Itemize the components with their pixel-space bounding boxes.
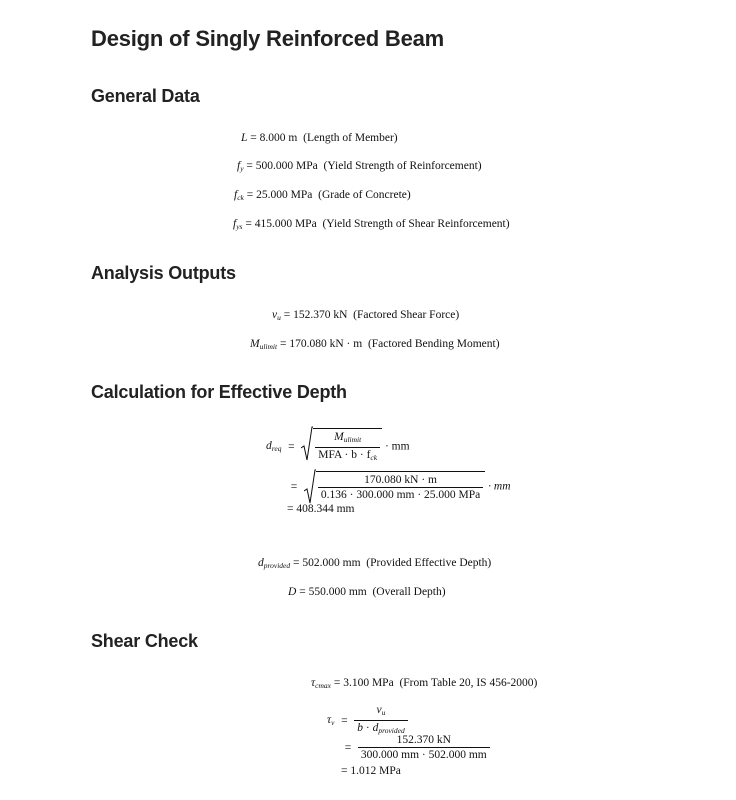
sqrt-symbolic <box>301 428 382 465</box>
fck-desc: (Grade of Concrete) <box>318 189 411 201</box>
eq-mu: $M_{ulimit} = 170.080$ kN · m (Factored Bending Moment) <box>250 338 500 351</box>
eq-fy: $f_y = 500.000$ MPa (Yield Strength of Reinforcement) <box>237 160 482 173</box>
mu-desc: (Factored Bending Moment) <box>367 338 500 350</box>
eq-overall-depth: D = 550.000 mm (Overall Depth) <box>288 586 446 598</box>
D-value: 550.000 mm <box>308 586 367 598</box>
dreq-result: = 408.344 mm <box>287 503 355 515</box>
sym-m-sub: ulimit <box>343 435 362 444</box>
length-value: 8.000 m <box>259 132 298 144</box>
page-title: Design of Singly Reinforced Beam <box>91 26 445 51</box>
vu-desc: (Factored Shear Force) <box>353 309 460 321</box>
sym-den: MFA · b · f <box>318 449 371 461</box>
D-desc: (Overall Depth) <box>372 586 446 598</box>
length-desc: (Length of Member) <box>303 132 398 144</box>
eq-length: L = 8.000 m (Length of Member) <box>241 132 398 144</box>
dprov-value: 502.000 mm <box>302 557 361 569</box>
section-shear-check: Shear Check <box>91 631 198 651</box>
eq-fck: $f_{ck} = 25.000$ MPa (Grade of Concrete) <box>234 189 411 202</box>
section-analysis-outputs: Analysis Outputs <box>91 263 236 283</box>
unit-mm-1: · mm <box>384 440 410 453</box>
eq-vu: $\nu_u = 152.370$ kN (Factored Shear Force) <box>272 309 460 322</box>
dreq-denominator: 0.136 · 300.000 mm · 25.000 MPa <box>320 489 481 501</box>
vu-value: 152.370 kN <box>293 309 348 321</box>
fys-desc: (Yield Strength of Shear Reinforcement) <box>322 218 510 230</box>
tv-result: = 1.012 MPa <box>341 765 401 777</box>
tcmax-desc: (From Table 20, IS 456-2000) <box>399 677 538 689</box>
mu-value: 170.080 kN · m <box>289 338 363 350</box>
sym-den-sub: ck <box>370 453 378 462</box>
fys-value: 415.000 MPa <box>254 218 317 230</box>
eq-tv-numeric: = $\frac{152.370 kN}{300.000 mm \cdot 502.000 mm}$ <box>341 733 490 762</box>
sym-m: M <box>334 431 344 443</box>
eq-dreq-numeric: = $\frac{170.080 kN \cdot m}{\text{0.136 · 300.000 mm · 25.000 MPa}}$ · mm <box>287 471 511 502</box>
dprov-desc: (Provided Effective Depth) <box>366 557 492 569</box>
tv-numerator: 152.370 kN <box>358 733 490 748</box>
eq-tv-symbolic: $\tau_v$ = $\frac{\nu_u}{b \cdot d_{provided}}$ <box>327 703 408 738</box>
eq-dprovided: $d_{provided} = 502.000$ mm (Provided Effective Depth) <box>258 557 492 570</box>
fy-value: 500.000 MPa <box>255 160 318 172</box>
fy-desc: (Yield Strength of Reinforcement) <box>323 160 482 172</box>
section-effective-depth: Calculation for Effective Depth <box>91 382 347 402</box>
unit-mm-2: · mm <box>488 480 511 493</box>
tcmax-value: 3.100 MPa <box>343 677 394 689</box>
dreq-numerator: 170.080 kN · m <box>318 473 483 488</box>
section-general-data: General Data <box>91 86 200 106</box>
sqrt-numeric <box>304 471 485 502</box>
eq-fys: $f_{ys} = 415.000$ MPa (Yield Strength of Shear Reinforcement) <box>233 218 510 231</box>
tv-denominator: 300.000 mm · 502.000 mm <box>360 749 487 761</box>
eq-tcmax: $\tau_{cmax} = 3.100$ MPa (From Table 20, IS 456-2000) <box>311 677 538 690</box>
fck-value: 25.000 MPa <box>256 189 313 201</box>
eq-dreq-symbolic: $d_{req}$ = $\frac{M_{ulimit}}{MFA \cdot b \cdot f_{ck}}$ · mm <box>266 428 410 465</box>
